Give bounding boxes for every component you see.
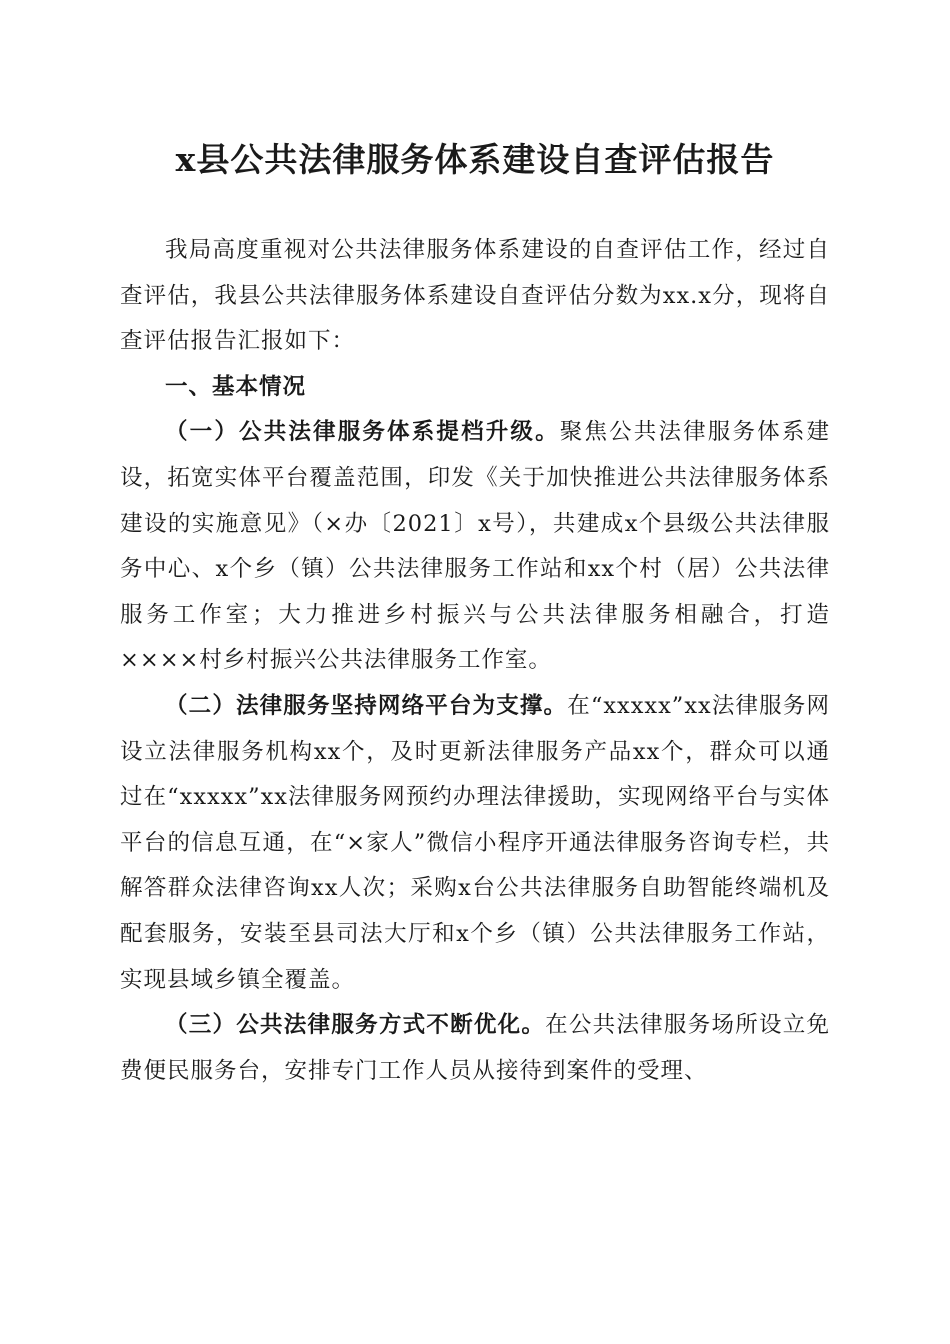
item-1-lead: （一）公共法律服务体系提档升级。 [165,419,560,446]
paragraph-item-1 [120,410,830,684]
paragraph-item-3 [120,1003,830,1094]
item-1-text: 聚焦公共法律服务体系建设，拓宽实体平台覆盖范围，印发《关于加快推进公共法律服务体系建设的实施意见》（×办〔2021〕x号），共建成x个县级公共法律服务中心、x个乡（镇）公共法律服务工作站和xx个村（居）公共法律服务工作室；大力推进乡村振兴与公共法律服务相融合，打造××××村乡村振兴公共法律服务工作室。 [120,419,830,674]
paragraph-item-2 [120,684,830,1003]
document-body [120,228,830,1094]
item-3-lead: （三）公共法律服务方式不断优化。 [165,1012,546,1039]
item-2-text: 在“xxxxx”xx法律服务网设立法律服务机构xx个，及时更新法律服务产品xx个，群众可以通过在“xxxxx”xx法律服务网预约办理法律援助，实现网络平台与实体平台的信息互通，在“×家人”微信小程序开通法律服务咨询专栏，共解答群众法律咨询xx人次；采购x台公共法律服务自助智能终端机及配套服务，安装至县司法大厅和x个乡（镇）公共法律服务工作站，实现县域乡镇全覆盖。 [120,692,830,993]
document-title: x县公共法律服务体系建设自查评估报告 [175,140,775,179]
item-2-lead: （二）法律服务坚持网络平台为支撑。 [165,692,568,719]
section-heading-basic-situation: 一、基本情况 [165,373,307,400]
item-3-text: 在公共法律服务场所设立免费便民服务台，安排专门工作人员从接待到案件的受理、 [120,1012,830,1084]
intro-paragraph: 我局高度重视对公共法律服务体系建设的自查评估工作，经过自查评估，我县公共法律服务体系建设自查评估分数为xx.x分，现将自查评估报告汇报如下： [120,237,830,355]
